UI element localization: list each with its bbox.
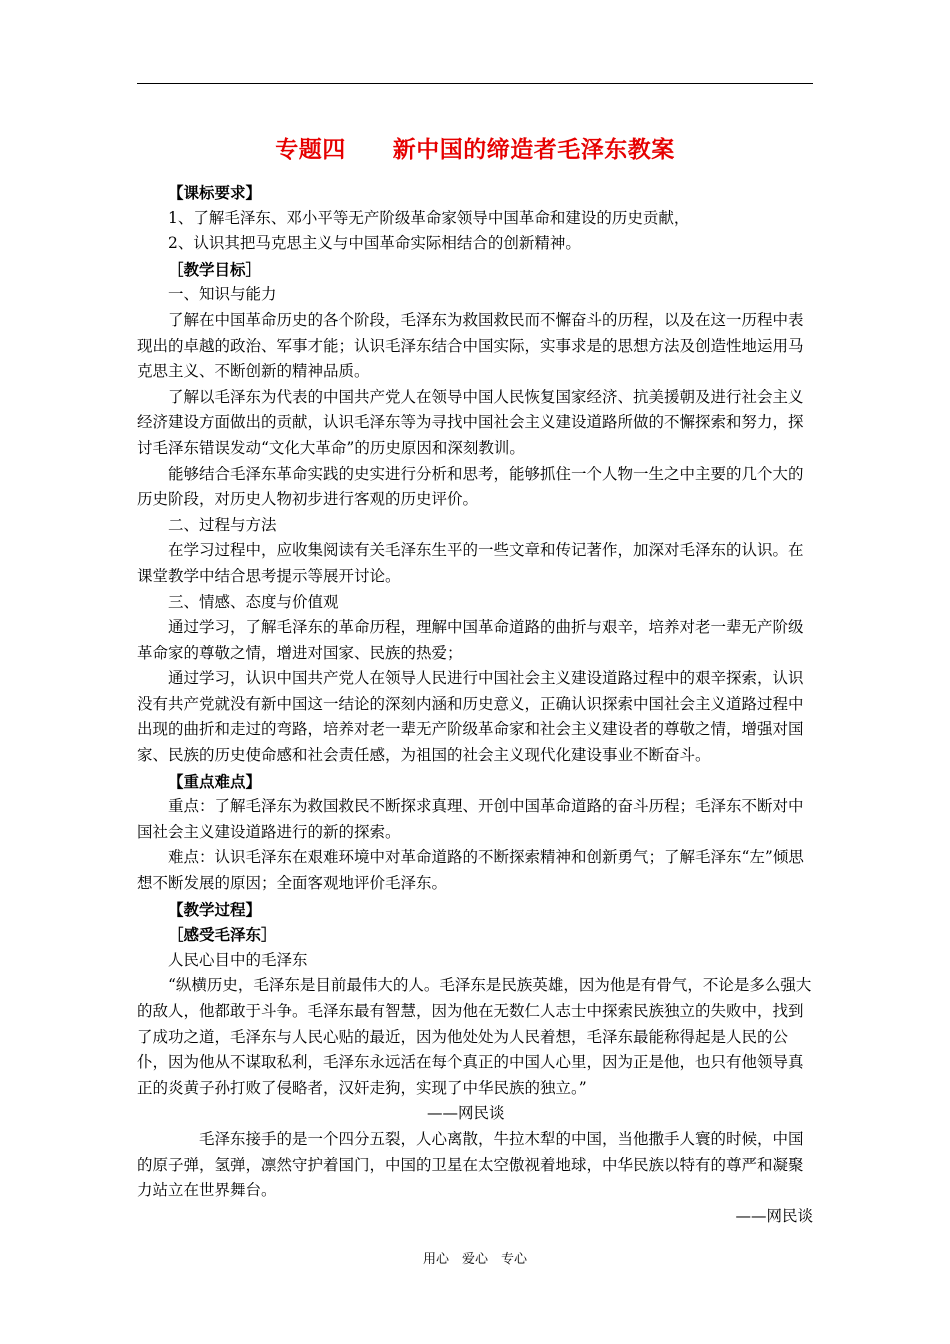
quote-paragraph: 毛泽东接手的是一个四分五裂，人心离散，牛拉木犁的中国，当他撒手人寰的时候，中国的原子弹，氢弹，凛然守护着国门，中国的卫星在太空傲视着地球，中华民族以特有的尊严和凝聚力站立在世界舞台。 (137, 1129, 804, 1200)
page-title: 专题四 新中国的缔造者毛泽东教案 (275, 136, 675, 163)
paragraph: 通过学习，认识中国共产党人在领导人民进行中国社会主义建设道路过程中的艰辛探索，认识没有共产党就没有新中国这一结论的深刻内涵和历史意义，正确认识探索中国社会主义道路过程中出现的曲折和走过的弯路，培养对老一辈无产阶级革命家和社会主义建设者的尊敬之情，增强对国家、民族的历史使命感和社会责任感，为祖国的社会主义现代化建设事业不断奋斗。 (137, 669, 804, 765)
paragraph: 2、认识其把马克思主义与中国革命实际相结合的创新精神。 (168, 234, 581, 253)
subheading: 一、知识与能力 (168, 285, 277, 304)
subheading: 人民心目中的毛泽东 (168, 950, 308, 969)
section-heading: 【教学过程】 (168, 899, 262, 919)
paragraph: 了解以毛泽东为代表的中国共产党人在领导中国人民恢复国家经济、抗美援朝及进行社会主义经济建设方面做出的贡献，认识毛泽东等为寻找中国社会主义建设道路所做的不懈探索和努力，探讨毛泽东错误发动“文化大革命”的历史原因和深刻教训。 (137, 387, 804, 457)
paragraph: 了解在中国革命历史的各个阶段，毛泽东为救国救民而不懈奋斗的历程，以及在这一历程中表现出的卓越的政治、军事才能；认识毛泽东结合中国实际，实事求是的思想方法及创造性地运用马克思主义、不断创新的精神品质。 (137, 310, 804, 381)
section-heading: 【重点难点】 (168, 771, 262, 791)
quote-attribution: ——网民谈 (735, 1206, 813, 1225)
document-body (137, 132, 813, 1229)
subheading: 二、过程与方法 (168, 515, 277, 534)
quote-paragraph: “纵横历史，毛泽东是目前最伟大的人。毛泽东是民族英雄，因为他是有骨气，不论是多么强大的敌人，他都敢于斗争。毛泽东最有智慧，因为他在无数仁人志士中探索民族独立的失败中，找到了成功之道，毛泽东与人民心贴的最近，因为他处处为人民着想，毛泽东最能称得起是人民的公仆，因为他从不谋取私利，毛泽东永远活在每个真正的中国人心里，因为正是他，也只有他领导真正的炎黄子孙打败了侵略者，汉奸走狗，实现了中华民族的独立。” (137, 976, 812, 1097)
subheading: 三、情感、态度与价值观 (168, 592, 339, 611)
paragraph: 在学习过程中，应收集阅读有关毛泽东生平的一些文章和传记著作，加深对毛泽东的认识。在课堂教学中结合思考提示等展开讨论。 (137, 541, 804, 585)
paragraph: 难点：认识毛泽东在艰难环境中对革命道路的不断探索精神和创新勇气；了解毛泽东“左”倾思想不断发展的原因；全面客观地评价毛泽东。 (137, 848, 804, 893)
paragraph: 1、了解毛泽东、邓小平等无产阶级革命家领导中国革命和建设的历史贡献， (168, 208, 690, 227)
section-heading: 【课标要求】 (168, 183, 262, 202)
page-footer: 用心 爱心 专心 (422, 1252, 527, 1267)
quote-attribution: ——网民谈 (427, 1104, 505, 1123)
paragraph: 能够结合毛泽东革命实践的史实进行分析和思考，能够抓住一个人物一生之中主要的几个大的历史阶段，对历史人物初步进行客观的历史评价。 (137, 464, 804, 509)
paragraph: 重点：了解毛泽东为救国救民不断探求真理、开创中国革命道路的奋斗历程；毛泽东不断对中国社会主义建设道路进行的新的探索。 (137, 797, 804, 841)
section-heading: ［教学目标］ (168, 259, 262, 279)
section-heading: ［感受毛泽东］ (168, 925, 277, 945)
header-rule (137, 83, 813, 84)
paragraph: 通过学习，了解毛泽东的革命历程，理解中国革命道路的曲折与艰辛，培养对老一辈无产阶级革命家的尊敬之情，增进对国家、民族的热爱； (137, 618, 804, 662)
